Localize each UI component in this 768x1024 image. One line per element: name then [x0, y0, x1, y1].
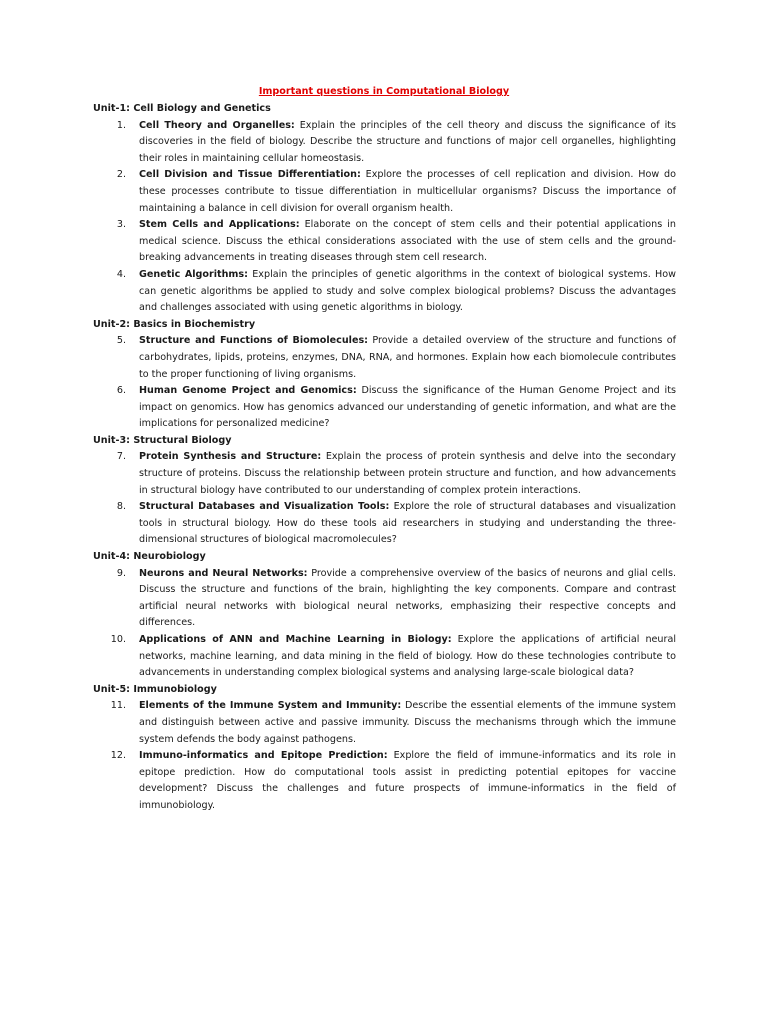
unit-heading: Unit-3: Structural Biology [93, 434, 232, 446]
question-item [93, 566, 676, 632]
question-title: Neurons and Neural Networks: [139, 567, 308, 579]
question-text: Describe the essential elements of the immune system and distinguish between active and passive immunity. Discuss the mechanisms through which the immune system defends the body against pathogens. [139, 700, 676, 745]
question-text: Discuss the significance of the Human Genome Project and its impact on genomics. How has genomics advanced our understanding of genetic information, and what are the implications for personalized medicine? [139, 385, 676, 430]
question-text: Provide a comprehensive overview of the basics of neurons and glial cells. Discuss the structure and functions of the brain, highlighting the key components. Compare and contrast artificial neural networks with biological neural networks, emphasizing their respective concepts and differences. [139, 567, 676, 629]
unit-heading: Unit-4: Neurobiology [93, 551, 206, 563]
question-text: Elaborate on the concept of stem cells and their potential applications in medical science. Discuss the ethical considerations associated with the use of stem cells and the ground-breaking advancements in treating diseases through stem cell research. [139, 219, 676, 264]
question-number: 5. [116, 335, 126, 347]
question-title: Elements of the Immune System and Immunity: [139, 700, 402, 712]
question-title: Genetic Algorithms: [139, 268, 248, 280]
question-number: 8. [116, 501, 126, 513]
question-item [93, 333, 676, 383]
question-text: Explore the field of immune-informatics and its role in epitope prediction. How do computational tools assist in predicting potential epitopes for vaccine development? Discuss the challenges and future prospects of immune-informatics in the field of immunobiology. [139, 750, 676, 811]
question-text: Explore the role of structural databases and visualization tools in structural biology. How do these tools aid researchers in studying and understanding the three-dimensional structures of biological macromolecules? [139, 501, 676, 546]
question-item [93, 383, 676, 433]
question-number: 3. [116, 219, 126, 231]
question-number: 12. [110, 750, 126, 762]
question-item [93, 499, 676, 549]
question-title: Structural Databases and Visualization Tools: [139, 501, 390, 513]
question-text: Explore the applications of artificial neural networks, machine learning, and data mining in the field of biology. How do these technologies contribute to advancements in understanding complex biological systems and analysing large-scale biological data? [139, 634, 676, 679]
question-number: 7. [116, 451, 126, 463]
question-title: Immuno-informatics and Epitope Prediction: [139, 750, 388, 762]
question-text: Explain the principles of the cell theory and discuss the significance of its discoveries in the field of biology. Describe the structure and functions of major cell organelles, highlighting their roles in maintaining cellular homeostasis. [139, 119, 676, 164]
question-number: 4. [116, 268, 126, 280]
question-item [93, 449, 676, 499]
page-title: Important questions in Computational Biology [258, 86, 510, 97]
question-number: 10. [110, 634, 126, 645]
question-text: Explore the processes of cell replication and division. How do these processes contribute to tissue differentiation in multicellular organisms? Discuss the importance of maintaining a balance in cell division for overall organism health. [139, 169, 676, 214]
unit-heading: Unit-5: Immunobiology [93, 683, 217, 695]
question-title: Cell Theory and Organelles: [139, 119, 295, 131]
question-number: 6. [116, 385, 126, 397]
question-number: 2. [116, 169, 126, 181]
question-number: 9. [116, 567, 126, 579]
question-text: Explain the principles of genetic algorithms in the context of biological systems. How can genetic algorithms be applied to study and solve complex biological problems? Discuss the advantages and challenges associated with using genetic algorithms in biology. [139, 268, 676, 314]
question-item [93, 748, 676, 814]
question-text: Provide a detailed overview of the structure and functions of carbohydrates, lipids, proteins, enzymes, DNA, RNA, and hormones. Explain how each biomolecule contributes to the proper functioning of living organisms. [139, 335, 676, 380]
question-number: 1. [116, 119, 126, 131]
question-item [93, 217, 676, 267]
question-item [93, 632, 676, 682]
question-title: Human Genome Project and Genomics: [139, 385, 357, 397]
question-title: Stem Cells and Applications: [139, 219, 300, 231]
question-item [93, 267, 676, 317]
question-number: 11. [110, 700, 126, 712]
unit-heading: Unit-2: Basics in Biochemistry [93, 318, 256, 330]
question-item [93, 698, 676, 748]
question-title: Cell Division and Tissue Differentiation: [139, 169, 361, 181]
question-text: Explain the process of protein synthesis and delve into the secondary structure of proteins. Discuss the relationship between protein structure and function, and how advancements in structural biology have contributed to our understanding of complex protein interactions. [139, 451, 676, 496]
question-title: Applications of ANN and Machine Learning in Biology: [139, 634, 452, 645]
unit-heading: Unit-1: Cell Biology and Genetics [93, 103, 271, 114]
question-title: Structure and Functions of Biomolecules: [139, 335, 368, 347]
question-title: Protein Synthesis and Structure: [139, 451, 322, 463]
question-item [93, 167, 676, 217]
question-list [93, 101, 676, 815]
question-item [93, 118, 676, 168]
